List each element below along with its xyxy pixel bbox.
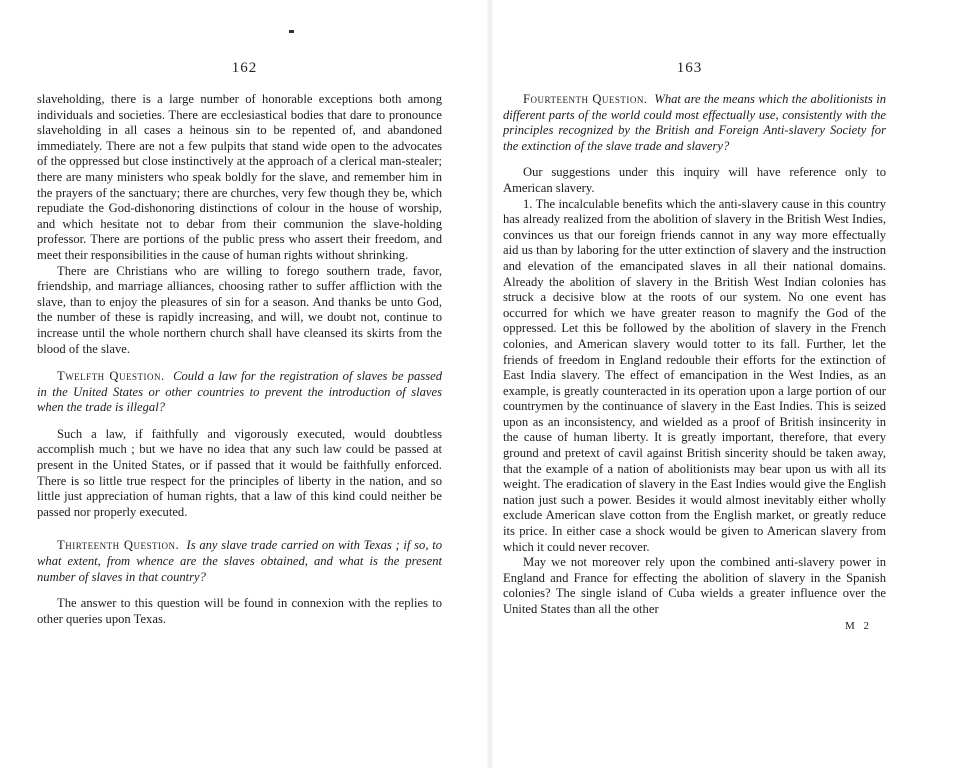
right-page [503, 60, 886, 632]
question-label: Fourteenth Question. [523, 92, 648, 106]
question-text: What are the means which the abolitionists in different parts of the world could most effectually use, consistently with the principles recognized by the British and Foreign Anti-slavery Society for the extinction of the slave trade and slavery? [503, 92, 887, 153]
body-paragraph: 1. The incalculable benefits which the anti-slavery cause in this country has already realized from the abolition of slavery in the British West Indies, convinces us that our foreign friends cannot in any way more effectually aid us than by laboring for the utter extinction of slavery and the instruction and elevation of the emancipated slaves in all their national domains. Already the abolition of slavery in the British West Indian colonies has struck a decisive blow at the roots of our system. No one event has occurred for which we have greater reason to magnify the God of the oppressed. Let this be followed by the abolition of slavery in the French colonies, and American slavery would totter to its fall. Further, let the friends of freedom in England redouble their efforts for the extinction of East India slavery. The effect of emancipation in the West Indies, as an example, is greatly counteracted in its operation upon a large portion of our countrymen by the continuance of slavery in the East Indies. This is seized upon as an inconsistency, and wielded as a proof of British insincerity in the cause of human liberty. It is greatly important, therefore, that every ground and pretext of cavil against British sincerity should be taken away, that the example of a nation of abolitionists may bear upon us with all its weight. The eradication of slavery in the East Indies would give the English nation just such a power. Besides it would almost inevitably either wholly exclude American slave cotton from the English market, or greatly reduce its price. In either case a shock would be given to American slavery from which it could never recover. [503, 196, 886, 554]
page-number-right: 163 [676, 60, 703, 76]
twelfth-question [37, 369, 442, 416]
signature-mark: M 2 [844, 619, 872, 632]
fourteenth-question [503, 92, 886, 154]
body-paragraph: slaveholding, there is a large number of honorable exceptions both among individuals and societies. There are ecclesiastical bodies that dare to pronounce slaveholding in all cases a heinous sin to be repented of, and abandoned immediately. There are not a few pulpits that stand wide open to the advocates of the oppressed but close instinctively at the approach of a clerical man-stealer; there are many ministers who speak boldly for the slave, and remember him in the prayers of the sanctuary; there are churches, very few though they be, which repudiate the God-dishonoring distinctions of colour in the house of worship, and which hesitate not to debar from their communion the slave-holding professor. There are portions of the public press who assert their freedom, and meet their responsibilities in the cause of human rights without shrinking. [37, 92, 442, 262]
question-text: Could a law for the registration of slaves be passed in the United States or other countries to prevent the introduction of slaves when the trade is illegal? [37, 369, 443, 415]
body-paragraph: Our suggestions under this inquiry will have reference only to American slavery. [503, 165, 886, 195]
question-label: Twelfth Question. [57, 369, 165, 384]
body-paragraph: There are Christians who are willing to forego southern trade, favor, friendship, and marriage alliances, choosing rather to suffer affliction with the slave, than to enjoy the pleasures of sin for a season. And thanks be unto God, the number of these is rapidly increasing, and will, we doubt not, continue to increase until the whole northern church shall have cleansed its skirts from the blood of the slave. [37, 263, 442, 356]
thirteenth-answer: The answer to this question will be found in connexion with the replies to other queries upon Texas. [37, 596, 442, 626]
question-label: Thirteenth Question. [57, 538, 180, 553]
ink-mark [289, 30, 294, 33]
thirteenth-question [37, 538, 442, 585]
question-text: Is any slave trade carried on with Texas ; if so, to what extent, from whence are the slaves obtained, and what is the present number of slaves in that country? [37, 538, 442, 584]
book-gutter [486, 0, 494, 768]
page-number-left: 162 [231, 60, 258, 76]
body-paragraph: May we not moreover rely upon the combined anti-slavery power in England and France for effecting the abolition of slavery in the Spanish colonies? The single island of Cuba wields a greater influence over the United States than all the other [503, 555, 886, 616]
left-page [37, 60, 442, 627]
twelfth-answer: Such a law, if faithfully and vigorously executed, would doubtless accomplish much ; but we have no idea that any such law could be passed at present in the United States, or if passed that it would be faithfully enforced. There is so little true respect for the principles of liberty in the nation, and so little just appreciation of human rights, that a law of this kind could neither be passed nor properly executed. [37, 426, 442, 519]
